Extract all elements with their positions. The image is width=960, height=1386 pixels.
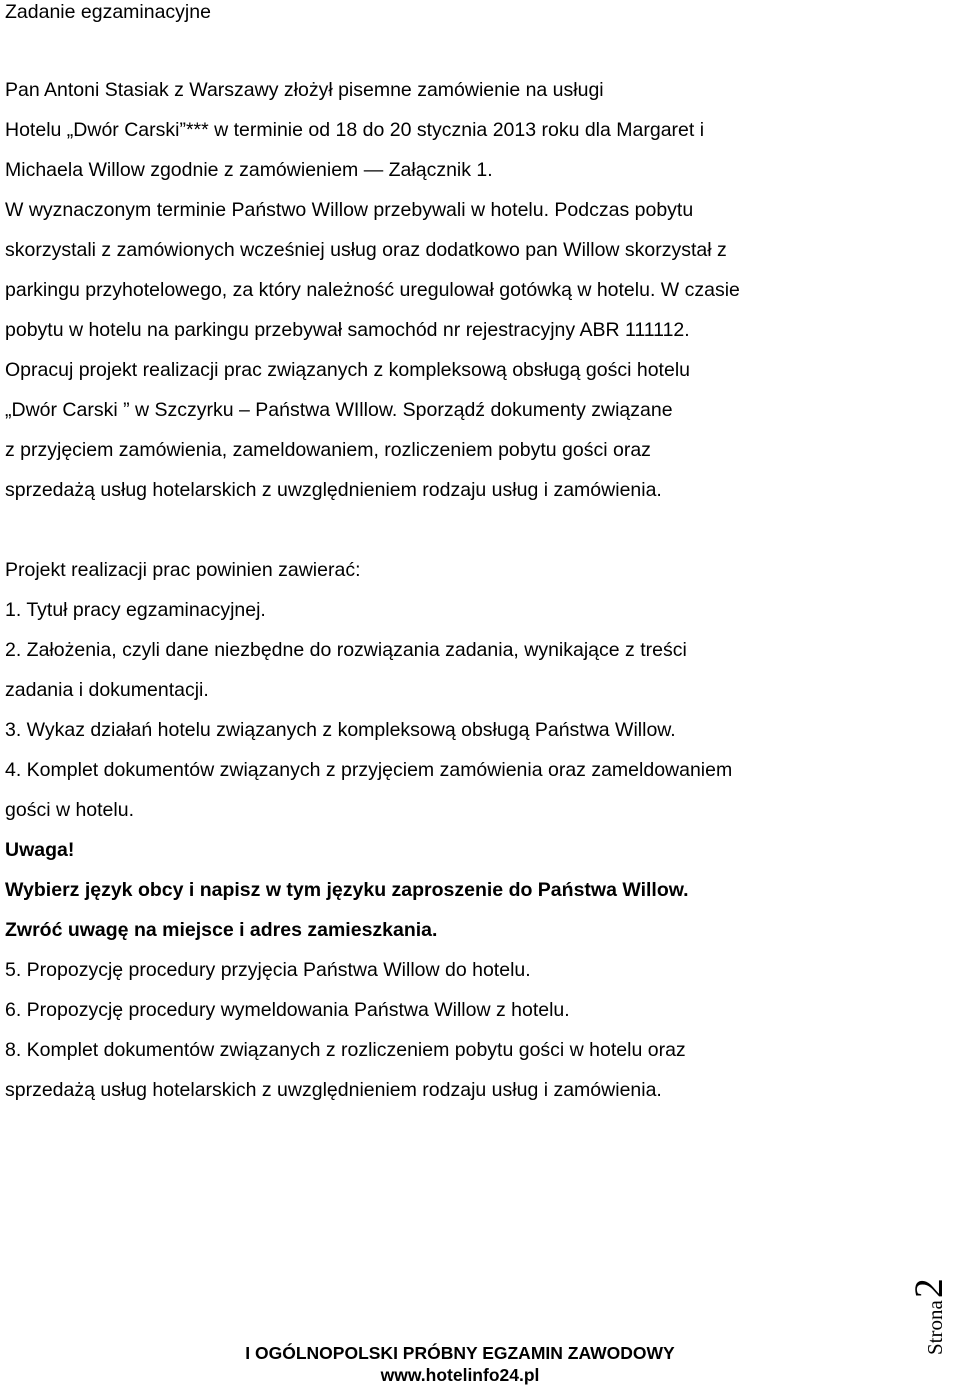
text-line: pobytu w hotelu na parkingu przebywał samochód nr rejestracyjny ABR 111112. xyxy=(5,319,690,341)
page-number xyxy=(905,1215,955,1355)
note-title: Uwaga! xyxy=(5,839,75,861)
document-body xyxy=(5,70,905,1110)
paragraph-gap xyxy=(5,510,905,550)
document-heading: Zadanie egzaminacyjne xyxy=(5,1,211,23)
list-item: sprzedażą usług hotelarskich z uwzględnieniem rodzaju usług i zamówienia. xyxy=(5,1079,662,1101)
list-item: gości w hotelu. xyxy=(5,799,134,821)
text-line: skorzystali z zamówionych wcześniej usług oraz dodatkowo pan Willow skorzystał z xyxy=(5,239,727,261)
page-number-value: 2 xyxy=(906,1278,951,1299)
list-item: 2. Założenia, czyli dane niezbędne do rozwiązania zadania, wynikające z treści xyxy=(5,639,687,661)
text-line: parkingu przyhotelowego, za który należność uregulował gotówką w hotelu. W czasie xyxy=(5,279,740,301)
text-line: Hotelu „Dwór Carski”*** w terminie od 18 do 20 stycznia 2013 roku dla Margaret i xyxy=(5,119,705,141)
list-item: 6. Propozycję procedury wymeldowania Państwa Willow z hotelu. xyxy=(5,999,570,1021)
list-item: 1. Tytuł pracy egzaminacyjnej. xyxy=(5,599,266,621)
note-line: Zwróć uwagę na miejsce i adres zamieszkania. xyxy=(5,919,438,941)
list-item: 3. Wykaz działań hotelu związanych z kompleksową obsługą Państwa Willow. xyxy=(5,719,676,741)
list-item: 8. Komplet dokumentów związanych z rozliczeniem pobytu gości w hotelu oraz xyxy=(5,1039,686,1061)
text-line: „Dwór Carski ” w Szczyrku – Państwa WIllow. Sporządź dokumenty związane xyxy=(5,399,673,421)
text-line: z przyjęciem zamówienia, zameldowaniem, rozliczeniem pobytu gości oraz xyxy=(5,439,651,461)
text-line: W wyznaczonym terminie Państwo Willow przebywali w hotelu. Podczas pobytu xyxy=(5,199,694,221)
list-item: 4. Komplet dokumentów związanych z przyjęciem zamówienia oraz zameldowaniem xyxy=(5,759,733,781)
list-item: zadania i dokumentacji. xyxy=(5,679,209,701)
footer-title: I OGÓLNOPOLSKI PRÓBNY EGZAMIN ZAWODOWY xyxy=(245,1343,675,1363)
text-line: Opracuj projekt realizacji prac związanych z kompleksową obsługą gości hotelu xyxy=(5,359,690,381)
text-line: Michaela Willow zgodnie z zamówieniem — Załącznik 1. xyxy=(5,159,493,181)
page-number-label: Strona xyxy=(923,1300,947,1355)
text-line: Pan Antoni Stasiak z Warszawy złożył pisemne zamówienie na usługi xyxy=(5,79,604,101)
text-line: sprzedażą usług hotelarskich z uwzględnieniem rodzaju usług i zamówienia. xyxy=(5,479,662,501)
note-line: Wybierz język obcy i napisz w tym języku zaproszenie do Państwa Willow. xyxy=(5,879,689,901)
project-intro: Projekt realizacji prac powinien zawierać: xyxy=(5,559,361,581)
list-item: 5. Propozycję procedury przyjęcia Państwa Willow do hotelu. xyxy=(5,959,531,981)
footer-url[interactable]: www.hotelinfo24.pl xyxy=(380,1365,540,1385)
